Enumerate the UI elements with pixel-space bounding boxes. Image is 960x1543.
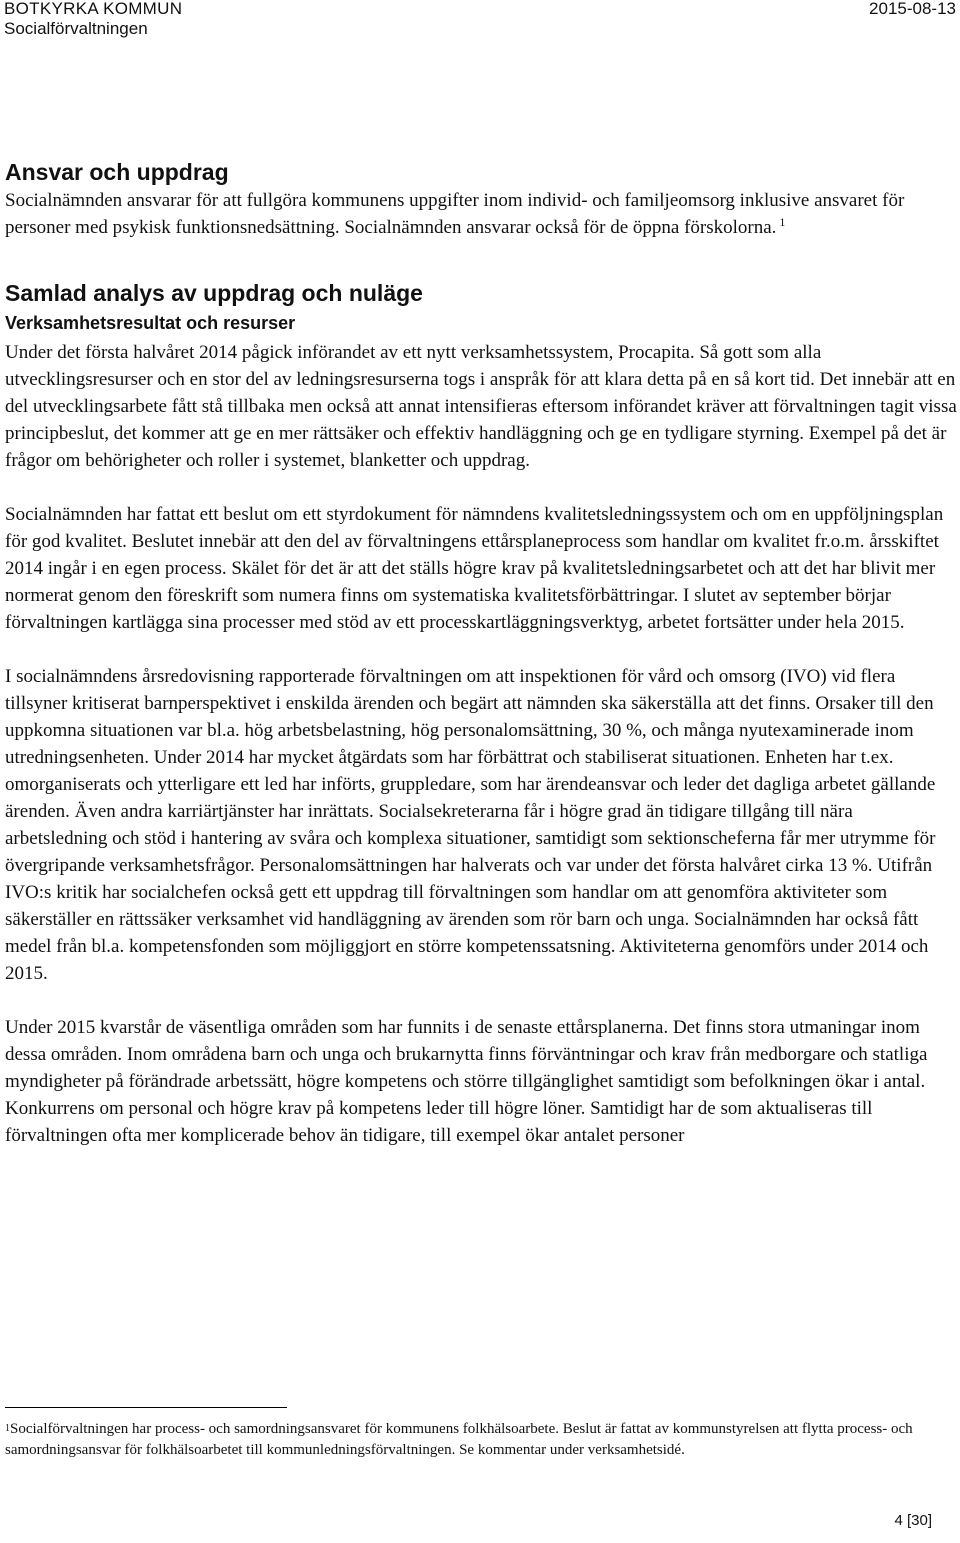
header-department: Socialförvaltningen <box>4 19 148 38</box>
section-title-ansvar: Ansvar och uppdrag <box>5 159 229 185</box>
header-date: 2015-08-13 <box>869 0 956 18</box>
paragraph-3: I socialnämndens årsredovisning rapporterade förvaltningen om att inspektionen för vård och omsorg (IVO) vid flera tillsyner kritiserat barnperspektivet i enskilda ärenden och begärt att nämnden ska säkerställa att det finns. Orsaker till den uppkomna situationen var bl.a. hög arbetsbelastning, hög personalomsättning, 30 %, och många nyutexaminerade inom utredningsenheten. Under 2014 har mycket åtgärdats som har förbättrat och stabiliserat situationen. Enheten har t.ex. omorganiserats och ytterligare ett led har införts, gruppledare, som har ärendeansvar och leder det dagliga arbetet gällande ärenden. Även andra karriärtjänster har inrättats. Socialsekreterarna får i högre grad än tidigare tillgång till nära arbetsledning och stöd i hantering av svåra och komplexa situationer, samtidigt som sektionscheferna får mer utrymme för övergripande verksamhetsfrågor. Personalomsättningen har halverats och var under det första halvåret cirka 13 %. Utifrån IVO:s kritik har socialchefen också gett ett uppdrag till förvaltningen som handlar om att genomföra aktiviteter som säkerställer en rättssäker verksamhet vid handläggning av ärenden som rör barn och unga. Socialnämnden har också fått medel från bl.a. kompetensfonden som möjliggjort en större kompetenssatsning. Aktiviteterna genomförs under 2014 och 2015. <box>5 666 936 984</box>
paragraph-ansvar <box>5 187 957 241</box>
footnote-number: 1 <box>5 1423 10 1434</box>
paragraph-1: Under det första halvåret 2014 pågick införandet av ett nytt verksamhetssystem, Procapita. Så gott som alla utvecklingsresurser och en stor del av ledningsresurserna togs i anspråk för att klara detta på en så kort tid. Det innebär att en del utvecklingsarbete fått stå tillbaka men också att annat intensifieras eftersom införandet kräver att förvaltningen tagit vissa principbeslut, det kommer att ge en mer rättsäker och effektiv handläggning och ge en tydligare styrning. Exempel på det är frågor om behörigheter och roller i systemet, blanketter och uppdrag. <box>5 342 957 471</box>
footnote-divider <box>5 1407 287 1408</box>
paragraph-2: Socialnämnden har fattat ett beslut om ett styrdokument för nämndens kvalitetsledningssystem och om en uppföljningsplan för god kvalitet. Beslutet innebär att den del av förvaltningens ettårsplaneprocess som handlar om kvalitet fr.o.m. årsskiftet 2014 ingår i en egen process. Skälet för det är att det ställs högre krav på kvalitetsledningsarbetet och att det har blivit mer normerat genom den föreskrift som numera finns om systematiska kvalitetsförbättringar. I slutet av september börjar förvaltningen kartlägga sina processer med stöd av ett processkartläggningsverktyg, arbetet fortsätter under hela 2015. <box>5 504 944 633</box>
header-organization: BOTKYRKA KOMMUN <box>4 0 183 18</box>
document-body <box>5 158 957 1149</box>
footnote <box>5 1419 957 1461</box>
footnote-reference[interactable]: 1 <box>779 215 786 229</box>
section-title-analys: Samlad analys av uppdrag och nuläge <box>5 280 423 306</box>
footnote-text: Socialförvaltningen har process- och samordningsansvaret för kommunens folkhälsoarbete. Beslut är fattat av kommunstyrelsen att flytta process- och samordningsansvar för folkhälsoarbetet till kommunledningsförvaltningen. Se kommentar under verksamhetsidé. <box>5 1421 913 1458</box>
subsection-title-verksamhet: Verksamhetsresultat och resurser <box>5 313 296 333</box>
paragraph-4: Under 2015 kvarstår de väsentliga områden som har funnits i de senaste ettårsplanerna. Det finns stora utmaningar inom dessa områden. Inom områdena barn och unga och brukarnytta finns förväntningar och krav från medborgare och statliga myndigheter på förändrade arbetssätt, högre kompetens och större tillgänglighet samtidigt som befolkningen ökar i antal. Konkurrens om personal och högre krav på kompetens leder till högre löner. Samtidigt har de som aktualiseras till förvaltningen ofta mer komplicerade behov än tidigare, till exempel ökar antalet personer <box>5 1017 928 1146</box>
paragraph-ansvar-text: Socialnämnden ansvarar för att fullgöra kommunens uppgifter inom individ- och familjeomsorg inklusive ansvaret för personer med psykisk funktionsnedsättning. Socialnämnden ansvarar också för de öppna förskolorna. <box>5 190 905 238</box>
page-number: 4 [30] <box>894 1512 932 1529</box>
